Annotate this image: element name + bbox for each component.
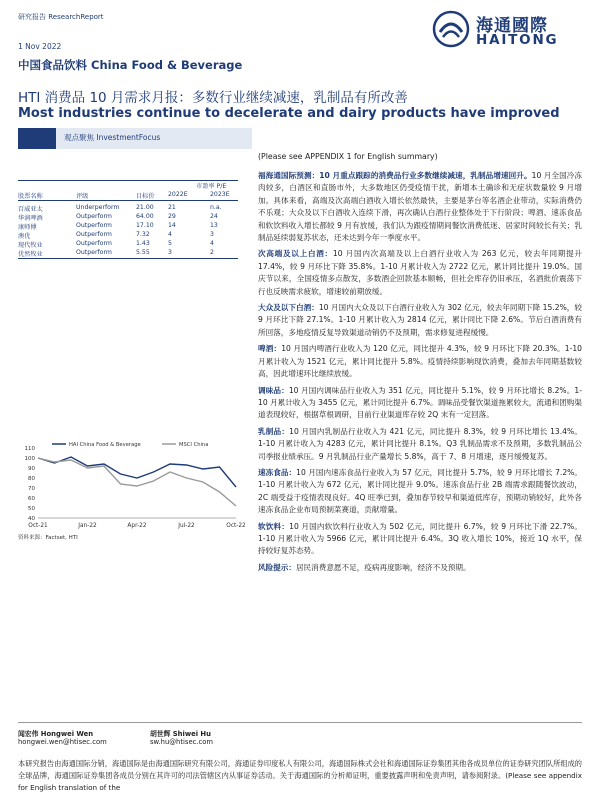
series-line-0 [38,457,236,487]
legend-label: HAI China Food & Beverage [69,442,141,448]
analyst-2-email[interactable]: sw.hu@htisec.com [150,738,214,746]
footer-rule [18,722,582,723]
x-tick-label: Jul-22 [178,523,195,529]
table-cell-r3-c0: 澳优 [18,233,31,240]
paragraph-text: 居民消费意愿不足，疫病再度影响，经济不及预期。 [295,562,471,572]
table-cell-r5-c4: 2 [210,249,214,256]
table-cell-r4-c1: Outperform [76,240,112,247]
body-paragraph [258,385,582,422]
title-cn: HTI 消费品 10 月需求月报：多数行业继续减速，乳制品有所改善 [18,90,408,106]
table-cell-r1-c4: 24 [210,213,218,220]
table-header-name: 股票名称 [18,193,43,200]
table-cell-r2-c4: 13 [210,222,218,229]
table-cell-r4-c0: 现代牧业 [18,242,43,249]
paragraph-text: 10 月国内次高端及以上白酒行业收入为 263 亿元，较去年同期提升 17.4%，较 9 月环比下降 35.8%。1-10 月累计收入为 2722 亿元，累计同比提升 19.0%。国庆节以来，全国疫情多点散发，多数酒企回款基本顺畅，但社会库存仍旧承压，名酒批价震荡下行也反映需求疲软，增速较前期放缓。 [258,249,582,296]
table-header-pe: 市盈率 P/E [196,183,227,190]
title-en: Most industries continue to decelerate and dairy products have improved [18,106,560,121]
x-tick-label: Oct-22 [226,523,246,529]
table-cell-r1-c3: 29 [168,213,176,220]
table-cell-r2-c2: 17.10 [136,222,154,229]
analyst-1 [18,728,107,746]
analyst-1-name: 闻宏伟 Hongwei Wen [18,730,94,738]
body-paragraph [258,467,582,517]
body-paragraph [258,302,582,339]
table-cell-r5-c3: 3 [168,249,172,256]
logo-cn: 海通國際 [476,16,548,36]
x-tick-label: Jan-22 [78,523,97,529]
analyst-2-name: 胡世辉 Shiwei Hu [150,730,211,738]
investment-focus-bar [18,128,252,149]
paragraph-heading: 次高端及以上白酒： [258,249,333,259]
y-tick-label: 40 [28,516,35,522]
table-cell-r0-c2: 21.00 [136,204,154,211]
table-cell-r2-c1: Outperform [76,222,112,229]
paragraph-text: 10 月国内啤酒行业收入为 120 亿元，同比提升 4.3%，较 9 月环比下降 20.3%。1-10 月累计收入为 1521 亿元，累计同比提升 5.8%。疫情持续影响现饮消费，叠加去年同期基数较高，因此增速环比继续放缓。 [258,344,582,379]
y-tick-label: 50 [28,506,35,512]
paragraph-heading: 福海通国际预测：10 月重点跟踪的消费品行业多数继续减速，乳制品增速回升。 [258,171,532,180]
analyst-2 [150,728,213,746]
table-cell-r0-c4: n.a. [210,204,222,211]
table-cell-r0-c1: Underperform [76,204,120,211]
body-paragraph [258,343,582,380]
table-cell-r1-c2: 64.00 [136,213,154,220]
table-cell-r1-c1: Outperform [76,213,112,220]
haitong-logo [432,10,582,50]
paragraph-text: 10 月国内调味品行业收入为 351 亿元，同比提升 5.1%，较 9 月环比增长 8.2%。1-10 月累计收入为 3455 亿元，累计同比提升 6.7%。调味品受餐饮渠道拖累较大，流通和团购渠道表现较好，根据草根调研，目前行业渠道库存较 2Q 末有一定回落。 [258,385,583,420]
table-cell-r3-c1: Outperform [76,231,112,238]
table-cell-r4-c3: 5 [168,240,172,247]
body-paragraph [258,170,582,244]
paragraph-text: 10 月国内软饮料行业收入为 502 亿元，同比提升 6.7%，较 9 月环比下滑 22.7%。1-10 月累计收入为 5966 亿元，累计同比提升 6.4%。3Q 收入增长 10%，接近 1Q 水平，保持较好复苏态势。 [258,521,582,556]
table-header-rating: 评级 [76,193,89,200]
stock-performance-chart-svg [18,440,246,532]
series-line-1 [38,458,236,506]
table-cell-r3-c2: 7.32 [136,231,150,238]
table-bottom-rule [18,258,238,259]
table-cell-r0-c0: 百威亚太 [18,206,43,213]
table-header-2023e: 2023E [210,191,230,198]
disclaimer: 本研究报告由海通国际分销，海通国际是由海通国际研究有限公司，海通证券印度私人有限公司，海通国际株式会社和海通国际证券集团其他各成员单位的证券研究团队所组成的全球品牌，海通国际证券集团各成员分别在其许可的司法管辖区内从事证券活动。关于海通国际的分析师证明，重要披露声明和免责声明，请参阅附录。(Please see appendix for English translation of the [18,759,582,792]
table-cell-r2-c0: 康师傅 [18,224,37,231]
table-header-2022e: 2022E [168,191,188,198]
paragraph-text: 10 月国内乳制品行业收入为 421 亿元，同比提升 8.3%，较 9 月环比增长 13.4%。1-10 月累计收入为 4283 亿元，累计同比提升 8.1%。Q3 乳制品需求不及预期，多数乳制品公司季报业绩承压。9 月乳制品行业产量增长 5.8%，高于 7、8 月增速，逐月缓慢复苏。 [258,426,582,461]
table-cell-r5-c1: Outperform [76,249,112,256]
y-tick-label: 90 [28,466,35,472]
body-paragraph [258,426,582,463]
table-cell-r5-c0: 优然牧业 [18,251,43,258]
table-header-target: 目标价 [136,193,155,200]
report-date: 1 Nov 2022 [18,42,62,51]
paragraph-heading: 调味品： [258,385,289,395]
paragraph-heading: 速冻食品： [258,467,297,477]
y-tick-label: 100 [24,456,35,462]
paragraph-heading: 风险提示： [258,562,296,572]
y-tick-label: 80 [28,476,35,482]
paragraph-text: 10 月全国冷冻肉较多，白酒区和直肠市外，大多数地区仍受疫情干扰，新增本土确诊和无症状数量较 9 月增加。具体来看，高端及次高端白酒收入增长依然最快，主要是茅台等名酒企业带动，实际消费仍不乐观；大众及以下白酒收入连续下滑，再次确认白酒行业整体处于下行阶段；啤酒、速冻食品和软饮料收入增长都较 9 月有放缓，我们认为跟疫情期间餐饮消费低迷、居家时间较长有关；乳制品延续弱复苏状态，还未达到今年一季度水平。 [258,171,582,243]
table-mid-rule [18,200,238,201]
investment-focus-label: 观点聚焦 InvestmentFocus [64,133,161,142]
x-tick-label: Apr-22 [127,523,147,529]
chart-source: 资料来源：Factset, HTI [18,535,78,541]
paragraph-text: 10 月国内大众及以下白酒行业收入为 302 亿元，较去年同期下降 15.2%，较 9 月环比下降 27.1%。1-10 月累计收入为 2814 亿元，累计同比下降 2.6%。节后白酒消费有所回落，多地疫情反复导致渠道动销仍不及预期，需求修复进程缓慢。 [258,303,582,337]
table-cell-r4-c2: 1.43 [136,240,150,247]
english-summary-notice: (Please see APPENDIX 1 for English summary) [258,152,438,161]
paragraph-heading: 啤酒： [258,344,282,354]
report-type: 研究报告 ResearchReport [18,13,104,21]
paragraph-text: 10 月国内速冻食品行业收入为 57 亿元，同比提升 5.7%，较 9 月环比增长 7.2%。1-10 月累计收入为 672 亿元，累计同比提升 9.0%。速冻食品行业 2B 端需求跟随餐饮波动，2C 端受益于疫情表现良好。4Q 旺季已到，叠加春节较早和渠道低库存，预期动销较好，此外各速冻食品企业布局预制菜赛道，贡献增量。 [258,467,582,515]
table-cell-r3-c3: 4 [168,231,172,238]
table-cell-r5-c2: 5.55 [136,249,150,256]
y-tick-label: 60 [28,496,35,502]
body-paragraph [258,248,582,298]
table-cell-r3-c4: 3 [210,231,214,238]
x-tick-label: Oct-21 [28,523,48,529]
table-cell-r4-c4: 4 [210,240,214,247]
table-cell-r1-c0: 华润啤酒 [18,215,43,222]
paragraph-heading: 乳制品： [258,426,290,436]
y-tick-label: 110 [24,446,35,452]
legend-label: MSCI China [179,442,209,448]
report-body [258,170,582,578]
haitong-logo-icon [432,10,470,48]
analyst-1-email[interactable]: hongwei.wen@htisec.com [18,738,107,746]
table-top-rule [18,180,238,181]
logo-en: HAITONG [476,32,559,48]
body-paragraph [258,521,582,558]
table-cell-r0-c3: 21 [168,204,176,211]
y-tick-label: 70 [28,486,35,492]
paragraph-heading: 软饮料： [258,521,290,531]
body-paragraph [258,562,582,574]
sector-title: 中国食品饮料 China Food & Beverage [18,58,243,72]
paragraph-heading: 大众及以下白酒： [258,303,319,313]
table-cell-r2-c3: 14 [168,222,176,229]
